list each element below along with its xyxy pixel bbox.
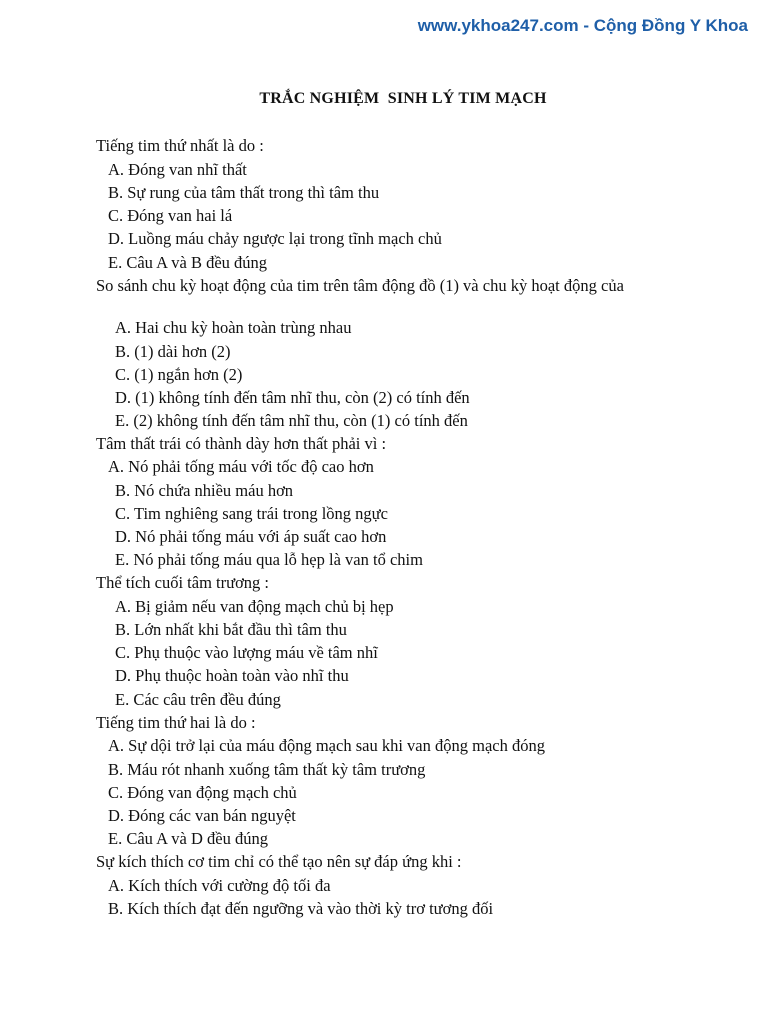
answer-option: A. Nó phải tống máu với tốc độ cao hơn: [108, 457, 374, 476]
answer-option: C. Tim nghiêng sang trái trong lồng ngực: [115, 504, 388, 523]
answer-option: D. Phụ thuộc hoàn toàn vào nhĩ thu: [115, 666, 349, 685]
answer-option: D. Luồng máu chảy ngược lại trong tĩnh mạch chủ: [108, 229, 442, 248]
question-text: Sự kích thích cơ tim chỉ có thể tạo nên sự đáp ứng khi :: [96, 852, 462, 871]
answer-option: C. Đóng van động mạch chủ: [108, 783, 297, 802]
answer-option: B. Máu rót nhanh xuống tâm thất kỳ tâm trương: [108, 760, 426, 779]
answer-option: A. Bị giảm nếu van động mạch chủ bị hẹp: [115, 597, 394, 616]
question-text: Tâm thất trái có thành dày hơn thất phải vì :: [96, 434, 387, 453]
answer-option: A. Sự dội trở lại của máu động mạch sau khi van động mạch đóng: [108, 736, 545, 755]
question-text: Tiếng tim thứ hai là do :: [96, 713, 256, 732]
site-header: www.ykhoa247.com - Cộng Đồng Y Khoa: [417, 16, 748, 35]
answer-option: B. Kích thích đạt đến ngưỡng và vào thời kỳ trơ tương đối: [108, 899, 494, 918]
answer-option: C. (1) ngắn hơn (2): [115, 365, 243, 384]
question-text: Tiếng tim thứ nhất là do :: [96, 136, 264, 155]
answer-option: E. Nó phải tống máu qua lỗ hẹp là van tổ chim: [115, 550, 423, 569]
answer-option: A. Hai chu kỳ hoàn toàn trùng nhau: [115, 318, 352, 337]
question-text: Thể tích cuối tâm trương :: [96, 573, 270, 592]
answer-option: B. Nó chứa nhiều máu hơn: [115, 481, 294, 500]
answer-option: E. (2) không tính đến tâm nhĩ thu, còn (1) có tính đến: [115, 411, 468, 430]
answer-option: D. (1) không tính đến tâm nhĩ thu, còn (2) có tính đến: [115, 388, 470, 407]
answer-option: E. Câu A và D đều đúng: [108, 829, 268, 848]
answer-option: B. Sự rung của tâm thất trong thì tâm thu: [108, 183, 380, 202]
answer-option: A. Kích thích với cường độ tối đa: [108, 876, 331, 895]
answer-option: D. Đóng các van bán nguyệt: [108, 806, 296, 825]
answer-option: B. (1) dài hơn (2): [115, 342, 231, 361]
answer-option: D. Nó phải tống máu với áp suất cao hơn: [115, 527, 387, 546]
answer-option: E. Câu A và B đều đúng: [108, 253, 268, 272]
answer-option: B. Lớn nhất khi bắt đầu thì tâm thu: [115, 620, 347, 639]
question-text: So sánh chu kỳ hoạt động của tim trên tâm động đồ (1) và chu kỳ hoạt động của: [96, 276, 624, 295]
answer-option: A. Đóng van nhĩ thất: [108, 160, 247, 179]
answer-option: C. Phụ thuộc vào lượng máu về tâm nhĩ: [115, 643, 378, 662]
answer-option: E. Các câu trên đều đúng: [115, 690, 281, 709]
page-title: TRẮC NGHIỆM SINH LÝ TIM MẠCH: [259, 90, 547, 107]
answer-option: C. Đóng van hai lá: [108, 206, 233, 225]
